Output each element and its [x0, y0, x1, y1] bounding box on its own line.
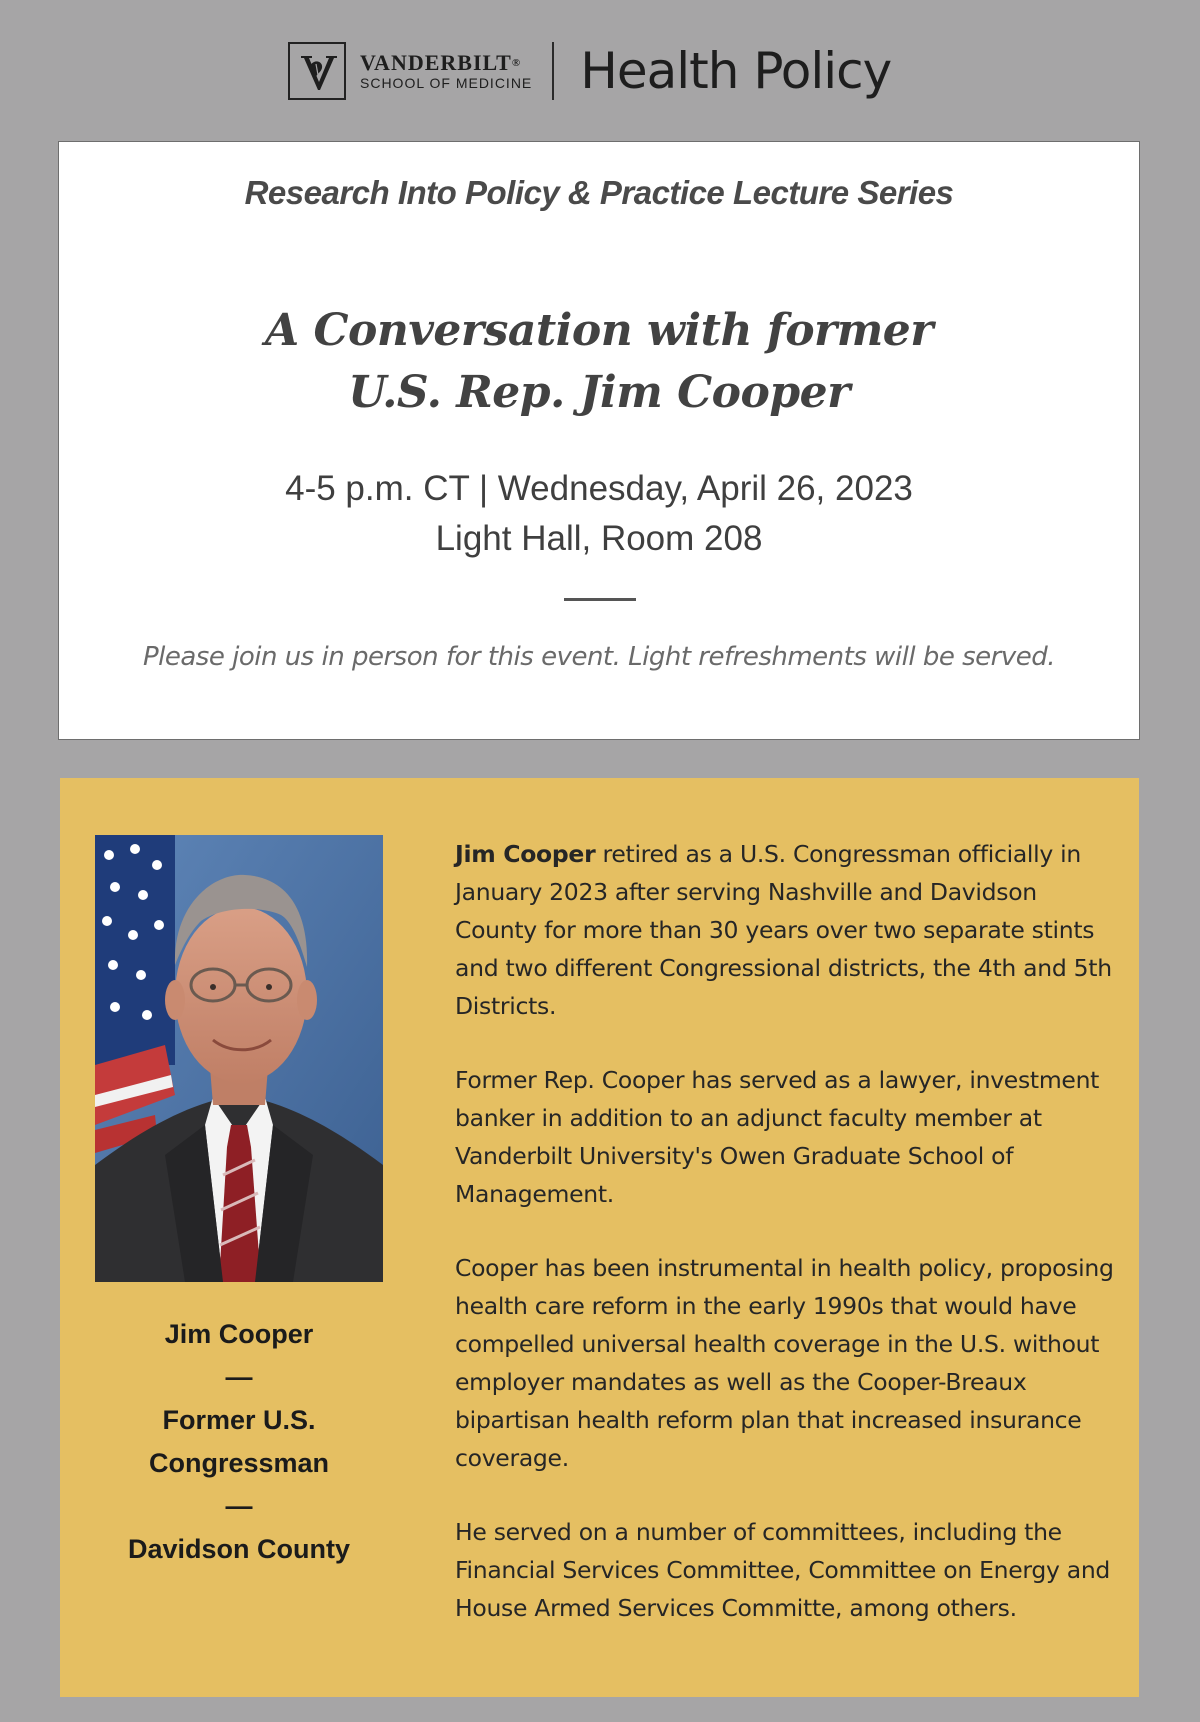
divider-rule [564, 598, 636, 601]
logo-divider [552, 42, 554, 100]
vanderbilt-logo [288, 40, 891, 102]
vanderbilt-v-oak-leaf-icon [288, 42, 346, 100]
wordmark [360, 51, 532, 91]
bio-paragraph [455, 835, 1115, 1025]
speaker-portrait [95, 835, 383, 1282]
bio-text: retired as a U.S. Congressman officially in January 2023 after serving Nashville and Davidson County for more than 30 years over two separate stints and two different Congressional districts, the 4th and 5th Districts. [455, 840, 1112, 1020]
bio-paragraph: Former Rep. Cooper has served as a lawyer, investment banker in addition to an adjunct faculty member at Vanderbilt University's Owen Graduate School of Management. [455, 1066, 1100, 1208]
event-title [59, 300, 1139, 424]
unit-name: Health Policy [580, 42, 892, 100]
speaker-role-line1: Former U.S. [162, 1405, 316, 1435]
registered-mark: ® [511, 57, 522, 69]
bio-paragraph: He served on a number of committees, including the Financial Services Committee, Committee on Energy and House Armed Services Committe, among others. [455, 1518, 1111, 1622]
event-details [59, 464, 1139, 564]
header [0, 0, 1200, 140]
invite-note: Please join us in person for this event. Light refreshments will be served. [142, 642, 1056, 672]
event-title-line2: U.S. Rep. Jim Cooper [348, 367, 850, 418]
caption-dash: — [225, 1362, 253, 1392]
speaker-name: Jim Cooper [164, 1319, 314, 1349]
series-title: Research Into Policy & Practice Lecture Series [244, 174, 954, 211]
wordmark-main [360, 51, 532, 75]
speaker-role-line2: Congressman [148, 1448, 330, 1478]
speaker-caption [60, 1313, 418, 1571]
caption-dash: — [225, 1491, 253, 1521]
event-card [58, 141, 1140, 740]
wordmark-subtitle: SCHOOL OF MEDICINE [360, 75, 533, 91]
bio-panel [60, 778, 1139, 1697]
bio-paragraph: Cooper has been instrumental in health policy, proposing health care reform in the early 1990s that would have compelled universal health coverage in the U.S. without employer mandates as well as the Cooper-Breaux bipartisan health reform plan that increased insurance coverage. [455, 1254, 1114, 1472]
event-title-line1: A Conversation with former [265, 305, 933, 356]
bio-name: Jim Cooper [455, 840, 596, 868]
wordmark-text: VANDERBILT [360, 50, 512, 75]
event-location: Light Hall, Room 208 [435, 519, 763, 558]
speaker-bio [455, 835, 1115, 1663]
event-time: 4-5 p.m. CT | Wednesday, April 26, 2023 [285, 469, 913, 508]
speaker-district: Davidson County [127, 1534, 350, 1564]
